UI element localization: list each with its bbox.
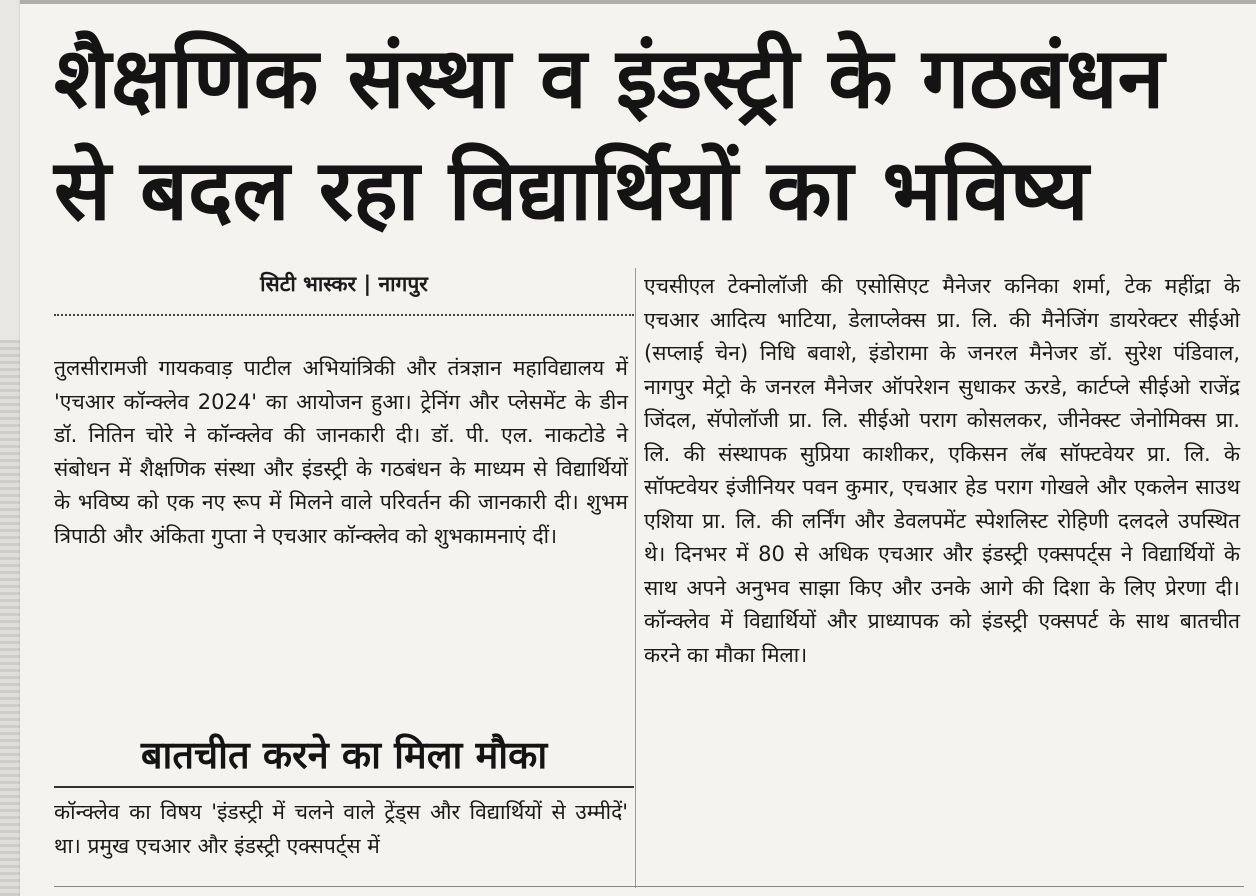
bottom-rule bbox=[54, 886, 1244, 887]
article-paragraph-2: कॉन्क्लेव का विषय 'इंडस्ट्री में चलने वाले ट्रेंड्स और विद्यार्थियों से उम्मीदें' था। प्रमुख एचआर और इंडस्ट्री एक्सपर्ट्स में bbox=[54, 800, 628, 858]
headline-line-2: से बदल रहा विद्यार्थियों का भविष्य bbox=[54, 141, 1089, 239]
headline-line-1: शैक्षणिक संस्था व इंडस्ट्री के गठबंधन bbox=[54, 29, 1165, 127]
column-divider bbox=[635, 268, 636, 888]
background-strip bbox=[0, 340, 20, 896]
article-paragraph-1: तुलसीरामजी गायकवाड़ पाटील अभियांत्रिकी और तंत्रज्ञान महाविद्यालय में 'एचआर कॉन्क्लेव 2024' का आयोजन हुआ। ट्रेनिंग और प्लेसमेंट के डीन डॉ. नितिन चोरे ने कॉन्क्लेव की जानकारी दी। डॉ. पी. एल. नाकटोडे ने संबोधन में शैक्षणिक संस्था और इंडस्ट्री के गठबंधन के माध्यम से विद्यार्थियों के भविष्य को एक नए रूप में मिलने वाले परिवर्तन की जानकारी दी। शुभम त्रिपाठी और अंकिता गुप्ता ने एचआर कॉन्क्लेव को शुभकामनाएं दीं। bbox=[54, 356, 628, 548]
headline bbox=[54, 22, 1244, 246]
subheading-rule bbox=[54, 786, 634, 788]
byline: सिटी भास्कर | नागपुर bbox=[260, 272, 428, 296]
article-paragraph-3: एचसीएल टेक्नोलॉजी की एसोसिएट मैनेजर कनिका शर्मा, टेक महींद्रा के एचआर आदित्य भाटिया, डेलाप्लेक्स प्रा. लि. की मैनेजिंग डायरेक्टर सीईओ (सप्लाई चेन) निधि बवाशे, इंडोरामा के जनरल मैनेजर डॉ. सुरेश पंडिवाल, नागपुर मेट्रो के जनरल मैनेजर ऑपरेशन सुधाकर ऊरडे, कार्टप्ले सीईओ राजेंद्र जिंदल, सॅपोलॉजी प्रा. लि. सीईओ पराग कोसलकर, जीनेक्स्ट जेनोमिक्स प्रा. लि. की संस्थापक सुप्रिया काशीकर, एकिसन लॅब सॉफ्टवेयर प्रा. लि. के सॉफ्टवेयर इंजीनियर पवन कुमार, एचआर हेड पराग गोखले और एकलेन साउथ एशिया प्रा. लि. की लर्निंग और डेवलपमेंट स्पेशलिस्ट रोहिणी दलदले उपस्थित थे। दिनभर में 80 से अधिक एचआर और इंडस्ट्री एक्सपर्ट्स ने विद्यार्थियों के साथ अपने अनुभव साझा किए और उनके आगे की दिशा के लिए प्रेरणा दी। कॉन्क्लेव में विद्यार्थियों और प्राध्यापक को इंडस्ट्री एक्सपर्ट के साथ बातचीत करने का मौका मिला। bbox=[644, 274, 1240, 667]
top-rule bbox=[20, 0, 1256, 4]
newspaper-clipping bbox=[20, 0, 1256, 896]
dotted-divider bbox=[54, 314, 634, 316]
subheading: बातचीत करने का मिला मौका bbox=[140, 733, 548, 777]
